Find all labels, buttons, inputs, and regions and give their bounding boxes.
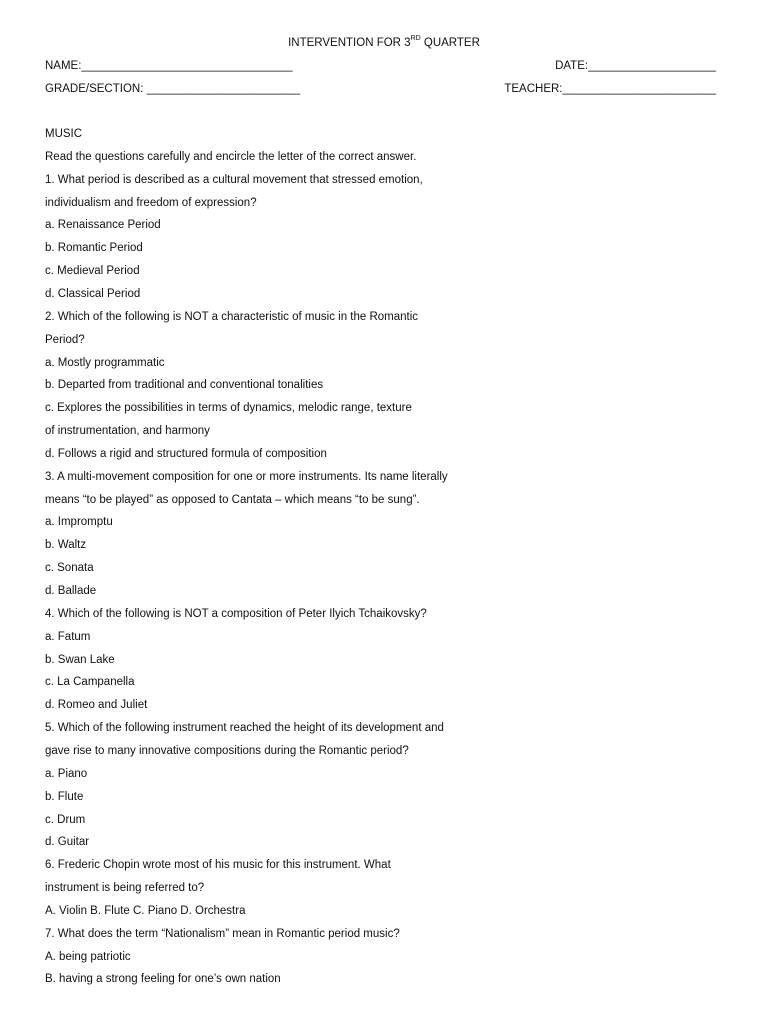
instructions-text: Read the questions carefully and encircle the letter of the correct answer. <box>45 150 417 163</box>
worksheet-line: c. La Campanella <box>45 676 135 689</box>
worksheet-line: B. having a strong feeling for one’s own nation <box>45 973 281 986</box>
teacher-field[interactable]: TEACHER:________________________ <box>504 83 716 95</box>
worksheet-line: d. Follows a rigid and structured formula of composition <box>45 447 327 460</box>
worksheet-line: A. Violin B. Flute C. Piano D. Orchestra <box>45 904 246 917</box>
worksheet-line: c. Medieval Period <box>45 265 140 278</box>
worksheet-line: b. Flute <box>45 790 84 803</box>
title-text: INTERVENTION FOR 3 <box>288 37 411 49</box>
worksheet-line: d. Classical Period <box>45 287 141 300</box>
title-text-end: QUARTER <box>420 37 480 49</box>
worksheet-line: c. Explores the possibilities in terms of dynamics, melodic range, texture <box>45 402 412 415</box>
worksheet-line: 7. What does the term “Nationalism” mean in Romantic period music? <box>45 927 400 940</box>
worksheet-line: instrument is being referred to? <box>45 882 205 895</box>
worksheet-line: d. Romeo and Juliet <box>45 699 148 712</box>
section-heading: MUSIC <box>45 128 83 140</box>
worksheet-line: b. Waltz <box>45 539 87 552</box>
worksheet-line: of instrumentation, and harmony <box>45 425 210 438</box>
title-superscript: RD <box>410 35 421 42</box>
worksheet-line: a. Mostly programmatic <box>45 356 165 369</box>
worksheet-line: a. Impromptu <box>45 516 113 529</box>
worksheet-line: b. Romantic Period <box>45 242 143 255</box>
worksheet-line: b. Swan Lake <box>45 653 115 666</box>
worksheet-line: d. Guitar <box>45 836 90 849</box>
worksheet-line: 2. Which of the following is NOT a characteristic of music in the Romantic <box>45 310 419 323</box>
worksheet-line: 1. What period is described as a cultural movement that stressed emotion, <box>45 173 423 186</box>
name-field[interactable]: NAME:_________________________________ <box>45 60 293 72</box>
worksheet-line: 5. Which of the following instrument reached the height of its development and <box>45 722 444 735</box>
worksheet-line: individualism and freedom of expression? <box>45 196 257 209</box>
worksheet-line: b. Departed from traditional and conventional tonalities <box>45 379 324 392</box>
worksheet-line: d. Ballade <box>45 585 97 597</box>
worksheet-line: gave rise to many innovative compositions during the Romantic period? <box>45 744 409 757</box>
worksheet-line: c. Drum <box>45 813 86 826</box>
worksheet-line: a. Piano <box>45 767 88 780</box>
worksheet-line: a. Renaissance Period <box>45 219 161 232</box>
grade-section-field[interactable]: GRADE/SECTION: ________________________ <box>45 83 301 95</box>
worksheet-line: 4. Which of the following is NOT a composition of Peter Ilyich Tchaikovsky? <box>45 607 427 620</box>
worksheet-line: A. being patriotic <box>45 950 131 963</box>
worksheet-line: means “to be played” as opposed to Cantata – which means “to be sung”. <box>45 493 420 506</box>
worksheet-line: c. Sonata <box>45 562 94 575</box>
worksheet-line: 6. Frederic Chopin wrote most of his music for this instrument. What <box>45 859 391 872</box>
worksheet-line: a. Fatum <box>45 630 91 643</box>
document-title <box>0 37 768 49</box>
date-field[interactable]: DATE:____________________ <box>555 60 716 72</box>
worksheet-line: 3. A multi-movement composition for one or more instruments. Its name literally <box>45 470 448 483</box>
worksheet-line: Period? <box>45 333 85 346</box>
